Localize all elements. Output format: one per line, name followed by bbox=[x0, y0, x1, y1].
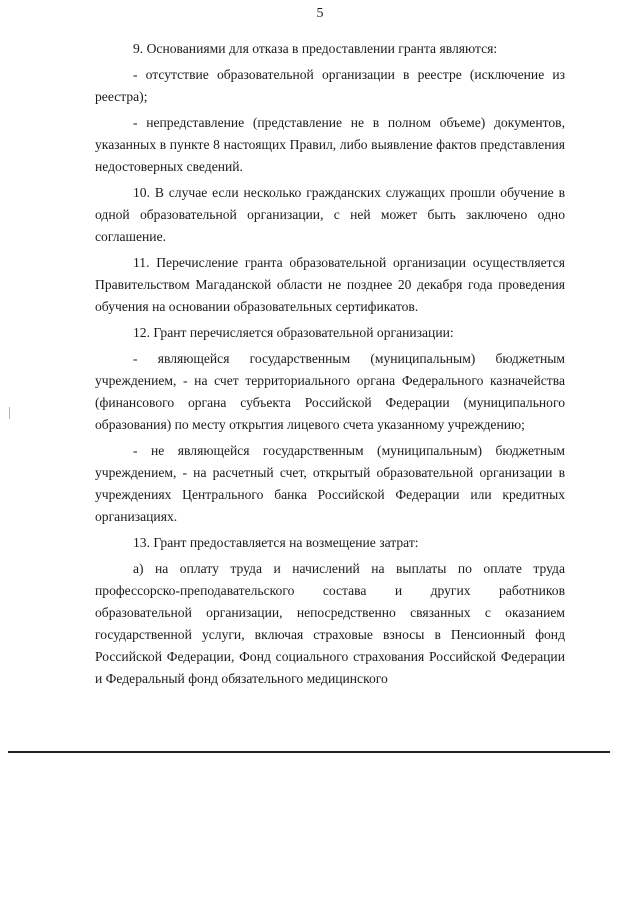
paragraph-12-item-1: - являющейся государственным (муниципальным) бюджетным учреждением, - на счет территориального органа Федерального казначейства (финансового органа субъекта Российской Федерации (муниципального образования) по месту открытия лицевого счета указанному учреждению; bbox=[95, 351, 565, 432]
paragraph-12-item-2: - не являющейся государственным (муниципальным) бюджетным учреждением, - на расчетный счет, открытый образовательной организации в учреждениях Центрального банка Российской Федерации или кредитных организациях. bbox=[95, 443, 565, 524]
page-number: 5 bbox=[316, 6, 324, 21]
paragraph-13-header: 13. Грант предоставляется на возмещение затрат: bbox=[133, 535, 419, 550]
paragraph-9-item-2: - непредставление (представление не в полном объеме) документов, указанных в пункте 8 настоящих Правил, либо выявление фактов представления недостоверных сведений. bbox=[95, 115, 565, 174]
paragraph-11: 11. Перечисление гранта образовательной организации осуществляется Правительством Магаданской области не позднее 20 декабря года проведения обучения на основании образовательных сертификатов. bbox=[95, 255, 565, 314]
paragraph-13-item-a: а) на оплату труда и начислений на выплаты по оплате труда профессорско-преподавательского состава и других работников образовательной организации, непосредственно связанных с оказанием государственной услуги, включая страховые взносы в Пенсионный фонд Российской Федерации, Фонд социального страхования Российской Федерации и Федеральный фонд обязательного медицинского bbox=[95, 561, 565, 686]
document-body bbox=[95, 38, 565, 694]
paragraph-9-header: 9. Основаниями для отказа в предоставлении гранта являются: bbox=[133, 41, 498, 56]
page-bottom-rule bbox=[8, 751, 610, 753]
paragraph-12-header: 12. Грант перечисляется образовательной организации: bbox=[133, 325, 454, 340]
margin-mark bbox=[9, 407, 10, 419]
paragraph-10: 10. В случае если несколько гражданских служащих прошли обучение в одной образовательной организации, с ней может быть заключено одно соглашение. bbox=[95, 185, 565, 244]
paragraph-9-item-1: - отсутствие образовательной организации в реестре (исключение из реестра); bbox=[95, 67, 565, 104]
